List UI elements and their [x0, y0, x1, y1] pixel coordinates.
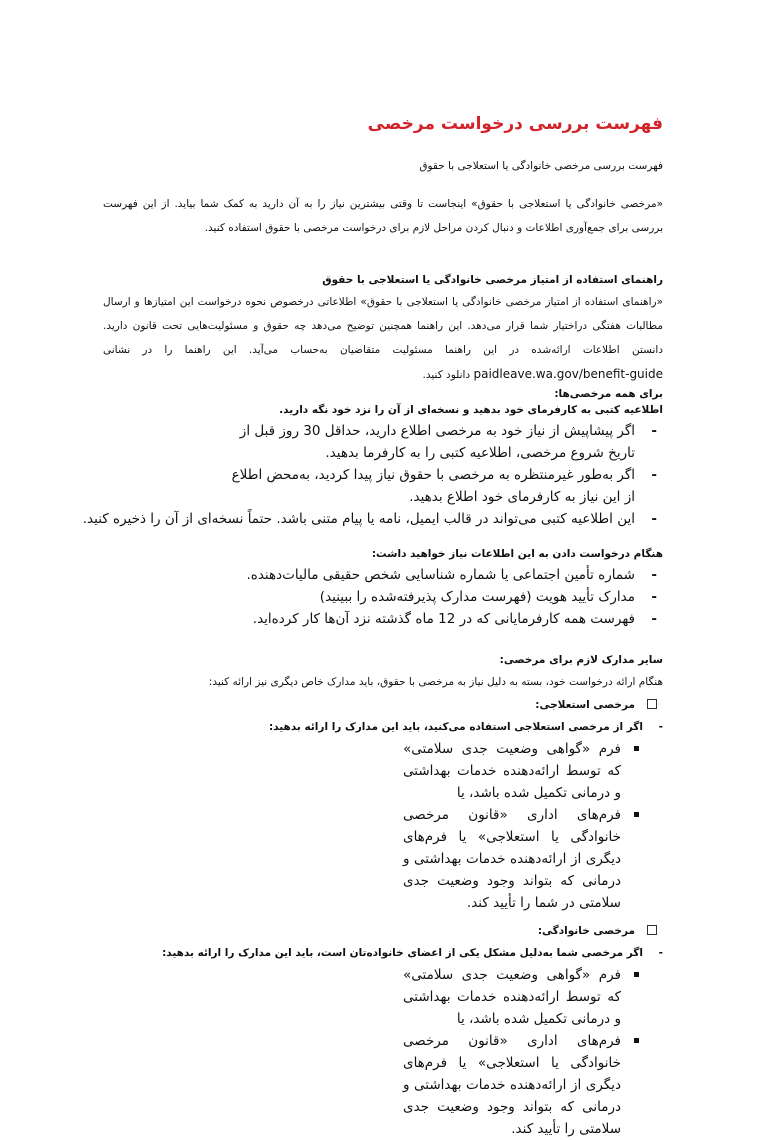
medical-leave-label: مرخصی استعلاجی:	[535, 699, 635, 711]
checkbox-icon	[647, 699, 657, 709]
list-item: فرم‌های اداری «قانون مرخصی خانوادگی یا استعلاجی» یا فرم‌های دیگری از ارائه‌دهنده خدمات بهداشتی و درمانی که بتواند وجود وضعیت جدی سلامتی را تأیید کند.	[403, 1030, 643, 1140]
guide-text: «راهنمای استفاده از امتیاز مرخصی خانوادگی یا استعلاجی با حقوق» اطلاعاتی درخصوص نحوه درخواست این امتیازها و ارسال مطالبات هفتگی دراختیار شما قرار می‌دهد. این راهنما همچنین توضیح می‌دهد چه حقوق و مسئولیت‌هایی تحت قانون دارید. دانستن اطلاعات ارائه‌شده در این راهنما مسئولیت متقاضیان به‌حساب می‌آید. این راهنما را در نشانی	[103, 296, 663, 356]
square-bullet-icon	[634, 746, 639, 751]
all-leave-heading: برای همه مرخصی‌ها:	[554, 388, 663, 400]
square-bullet-icon	[634, 1038, 639, 1043]
list-item: فرم «گواهی وضعیت جدی سلامتی» که توسط ارائه‌دهنده خدمات بهداشتی و درمانی تکمیل شده باشد، یا	[403, 738, 643, 804]
list-item: - مدارک تأیید هویت (فهرست مدارک پذیرفته‌شده را ببینید)	[103, 586, 663, 608]
list-item: - این اطلاعیه کتبی می‌تواند در قالب ایمیل، نامه یا پیام متنی باشد. حتماً نسخه‌ای از آن را ذخیره کنید.	[38, 508, 663, 530]
apply-info-section	[103, 544, 663, 630]
page-title: فهرست بررسی درخواست مرخصی	[367, 114, 663, 134]
family-docs-list	[403, 964, 643, 1140]
apply-info-list	[103, 564, 663, 630]
list-item: - اگر پیشاپیش از نیاز خود به مرخصی اطلاع دارید، حداقل 30 روز قبل از تاریخ شروع مرخصی، اطلاعیه کتبی را به کارفرما بدهید.	[38, 420, 663, 464]
all-leave-list	[38, 420, 663, 530]
all-leave-subheading: اطلاعیه کتبی به کارفرمای خود بدهید و نسخه‌ای از آن را نزد خود نگه دارید.	[279, 404, 663, 416]
guide-heading: راهنمای استفاده از امتیاز مرخصی خانوادگی یا استعلاجی با حقوق	[322, 274, 663, 286]
list-item: - شماره تأمین اجتماعی یا شماره شناسایی شخص حقیقی مالیات‌دهنده.	[103, 564, 663, 586]
family-leave-block	[103, 920, 663, 942]
medical-leave-item	[103, 694, 663, 716]
guide-paragraph	[103, 290, 663, 387]
list-item: - فهرست همه کارفرمایانی که در 12 ماه گذشته نزد آن‌ها کار کرده‌اید.	[103, 608, 663, 630]
medical-condition: - اگر از مرخصی استعلاجی استفاده می‌کنید، باید این مدارک را ارائه بدهید:	[103, 716, 663, 738]
medical-leave-block	[103, 694, 663, 716]
list-item: فرم «گواهی وضعیت جدی سلامتی» که توسط ارائه‌دهنده خدمات بهداشتی و درمانی تکمیل شده باشد، یا	[403, 964, 643, 1030]
guide-link[interactable]: paidleave.wa.gov/benefit-guide	[473, 367, 663, 381]
guide-section	[103, 270, 663, 387]
other-docs-section	[103, 650, 663, 1140]
family-leave-label: مرخصی خانوادگی:	[537, 925, 635, 937]
other-docs-text: هنگام ارائه درخواست خود، بسته به دلیل نیاز به مرخصی با حقوق، باید مدارک خاص دیگری نیز ارائه کنید:	[208, 676, 663, 688]
all-leave-section	[38, 384, 663, 530]
family-leave-item	[103, 920, 663, 942]
list-item: فرم‌های اداری «قانون مرخصی خانوادگی یا استعلاجی» یا فرم‌های دیگری از ارائه‌دهنده خدمات بهداشتی و درمانی که بتواند وجود وضعیت جدی سلامتی در شما را تأیید کند.	[403, 804, 643, 914]
guide-text-end: دانلود کنید.	[422, 369, 471, 381]
intro-paragraph: «مرخصی خانوادگی یا استعلاجی با حقوق» اینجاست تا وقتی بیشترین نیاز را به آن دارید به کمک شما بیاید. از این فهرست بررسی برای جمع‌آوری اطلاعات و دنبال کردن مراحل لازم برای درخواست مرخصی با حقوق استفاده کنید.	[103, 198, 663, 234]
square-bullet-icon	[634, 812, 639, 817]
subtitle: فهرست بررسی مرخصی خانوادگی یا استعلاجی با حقوق	[419, 160, 663, 172]
apply-info-heading: هنگام درخواست دادن به این اطلاعات نیاز خواهید داشت:	[371, 548, 663, 560]
medical-docs-list	[403, 738, 643, 914]
checkbox-icon	[647, 925, 657, 935]
square-bullet-icon	[634, 972, 639, 977]
list-item: - اگر به‌طور غیرمنتظره به مرخصی با حقوق نیاز پیدا کردید، به‌محض اطلاع از این نیاز به کارفرمای خود اطلاع بدهید.	[38, 464, 663, 508]
family-condition: - اگر مرخصی شما به‌دلیل مشکل یکی از اعضای خانواده‌تان است، باید این مدارک را ارائه بدهید:	[103, 942, 663, 964]
other-docs-heading: سایر مدارک لازم برای مرخصی:	[499, 654, 663, 666]
